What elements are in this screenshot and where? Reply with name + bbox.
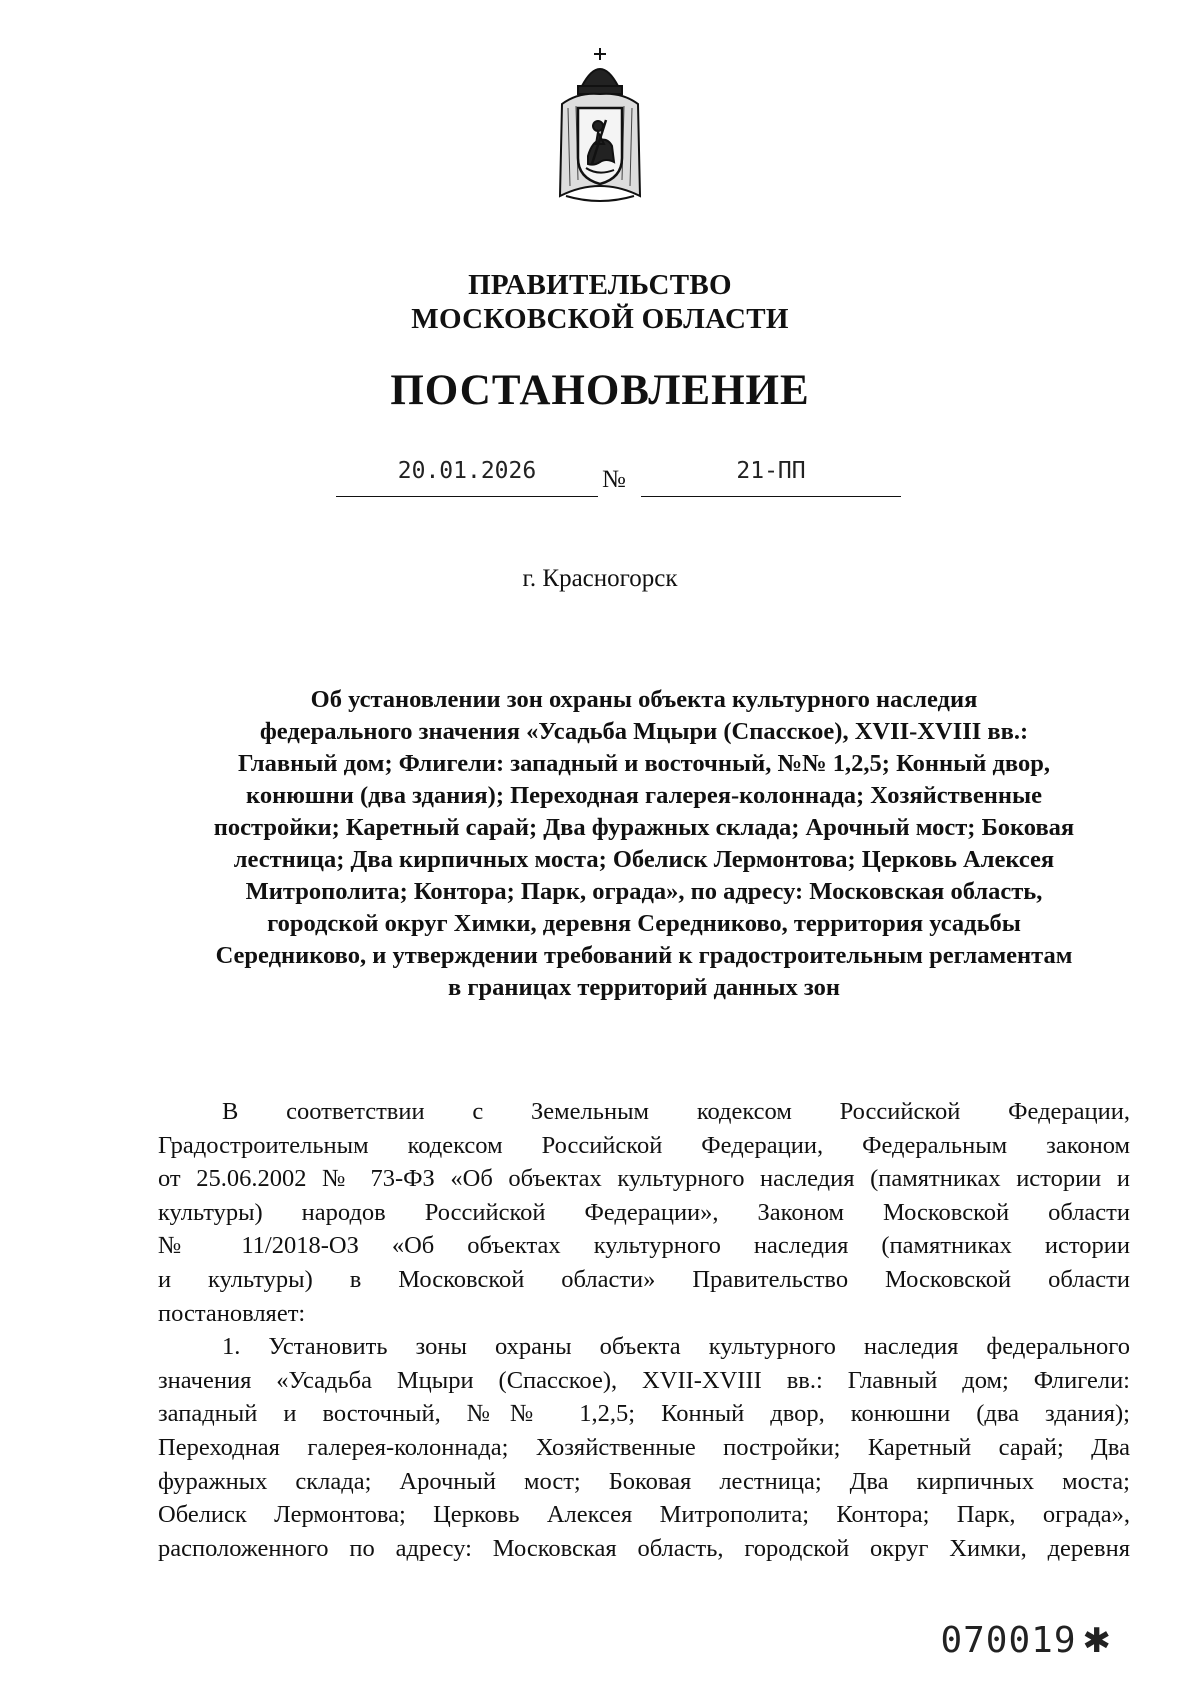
item-1-line: расположенного по адресу: Московская область, городской округ Химки, деревня <box>158 1534 1130 1562</box>
item-1-line: Переходная галерея-колоннада; Хозяйственные постройки; Каретный сарай; Два <box>158 1433 1130 1461</box>
document-body <box>158 1095 1130 1565</box>
preamble-line: Градостроительным кодексом Российской Федерации, Федеральным законом <box>158 1131 1130 1159</box>
subject-line: федерального значения «Усадьба Мцыри (Спасское), XVII-XVIII вв.: <box>259 718 1029 745</box>
coat-of-arms-icon <box>548 46 652 208</box>
org-line-2: МОСКОВСКОЙ ОБЛАСТИ <box>411 303 789 335</box>
subject-line: Середниково, и утверждении требований к градостроительным регламентам <box>215 942 1073 969</box>
document-date: 20.01.2026 <box>397 458 537 484</box>
subject-line: Митрополита; Контора; Парк, ограда», по адресу: Московская область, <box>245 878 1043 905</box>
item-1-line: западный и восточный, №№ 1,2,5; Конный двор, конюшни (два здания); <box>158 1400 1130 1428</box>
number-underline <box>641 496 901 497</box>
document-subject <box>158 684 1130 1004</box>
subject-line: Об установлении зон охраны объекта культурного наследия <box>310 686 978 713</box>
preamble-line: от 25.06.2002 № 73-ФЗ «Об объектах культурного наследия (памятниках истории и <box>158 1165 1130 1193</box>
preamble-line: и культуры) в Московской области» Правительство Московской области <box>158 1265 1130 1293</box>
date-underline <box>336 496 598 497</box>
subject-line: конюшни (два здания); Переходная галерея-колоннада; Хозяйственные <box>246 782 1042 809</box>
item-1-line: 1. Установить зоны охраны объекта культурного наследия федерального <box>222 1333 1130 1361</box>
item-1-line: Обелиск Лермонтова; Церковь Алексея Митрополита; Контора; Парк, ограда», <box>158 1501 1130 1529</box>
document-number: 21-ПП <box>736 458 806 484</box>
preamble-line: № 11/2018-ОЗ «Об объектах культурного наследия (памятниках истории <box>158 1232 1130 1260</box>
subject-line: в границах территорий данных зон <box>448 974 840 1001</box>
subject-line: постройки; Каретный сарай; Два фуражных склада; Арочный мост; Боковая <box>213 814 1075 841</box>
subject-line: лестница; Два кирпичных моста; Обелиск Лермонтова; Церковь Алексея <box>233 846 1055 873</box>
date-number-line <box>0 458 1200 508</box>
item-1-line: значения «Усадьба Мцыри (Спасское), XVII-XVIII вв.: Главный дом; Флигели: <box>158 1366 1130 1394</box>
number-sign: № <box>602 466 626 493</box>
org-line-1: ПРАВИТЕЛЬСТВО <box>468 269 732 301</box>
subject-line: городской округ Химки, деревня Середниково, территория усадьбы <box>267 910 1021 937</box>
item-1-line: фуражных склада; Арочный мост; Боковая лестница; Два кирпичных моста; <box>158 1467 1130 1495</box>
city-name: г. Красногорск <box>522 565 678 592</box>
preamble-line: В соответствии с Земельным кодексом Российской Федерации, <box>222 1098 1130 1125</box>
preamble-line: постановляет: <box>158 1299 306 1327</box>
subject-line: Главный дом; Флигели: западный и восточный, №№ 1,2,5; Конный двор, <box>238 750 1050 777</box>
asterisk-icon: ✱ <box>1082 1621 1112 1661</box>
serial-number-value: 070019 <box>940 1620 1077 1661</box>
organization-name <box>0 268 1200 336</box>
serial-number <box>940 1620 1112 1661</box>
preamble-line: культуры) народов Российской Федерации», Законом Московской области <box>158 1198 1130 1226</box>
document-type-title: ПОСТАНОВЛЕНИЕ <box>390 367 810 414</box>
